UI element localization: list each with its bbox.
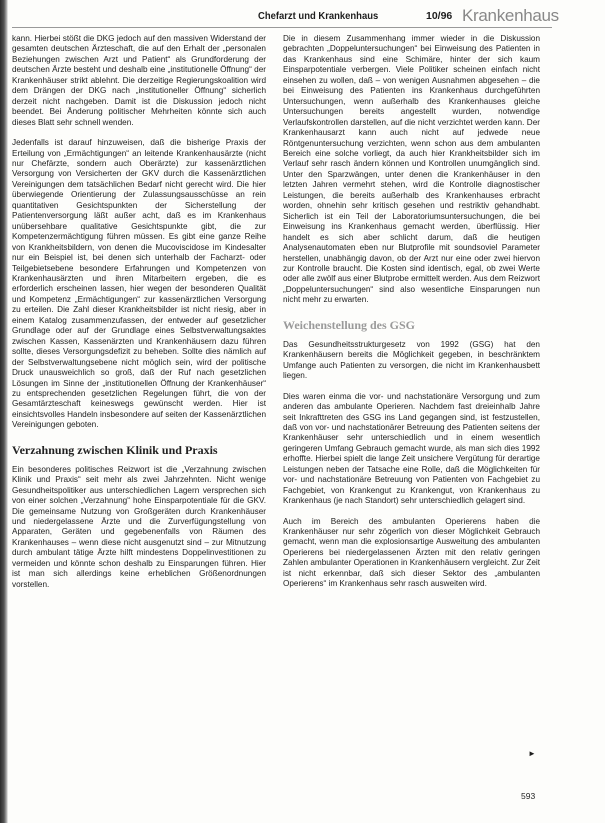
continue-arrow-icon: ► <box>528 749 536 758</box>
header-title: Chefarzt und Krankenhaus <box>258 10 379 22</box>
paragraph: Die in diesem Zusammenhang immer wieder in die Diskussion gebrachten „Doppeluntersuchungen“ bei Einweisung des Patienten in das Krankenhaus sind eine Schimäre, hinter der sich kaum Einsparpotentiale verbergen. Viele Politiker scheinen einfach nicht einsehen zu wollen, daß – von wenigen Ausnahmen abgesehen – die bei Einweisung des Patienten ins Krankenhaus durchgeführten Untersuchungen, wenn außerhalb des Krankenhauses gleiche Untersuchungen bereits angestellt wurden, notwendige Verlaufskontrollen darstellen, auf die nicht verzichtet werden kann. Der Krankenhausarzt kann auch nicht auf jedwede neue Röntgenuntersuchung verzichten, wenn schon aus dem ambulanten Bereich eine solche vorliegt, da auch hier Krankheitsbilder sich im Verlauf sehr rasch ändern können und Kontrollen unumgänglich sind. Unter den Sparzwängen, unter denen die Krankenhäuser in den letzten Jahren vermehrt stehen, wird die Kontrolle diagnostischer Leistungen, die bereits außerhalb des Krankenhauses erbracht worden, ohnehin sehr kritisch gesehen und restriktiv gehandhabt. Sicherlich ist ein Teil der Laboratoriumsuntersuchungen, die bei Einweisung ins Krankenhaus gemacht werden, überflüssig. Hier handelt es sich aber schlicht darum, daß die heutigen Analysenautomaten eben nur Blutprofile mit soundsoviel Parameter herstellen, unabhängig davon, ob der Arzt nur eine oder zwei hiervon zur Kontrolle braucht. Die Kosten sind identisch, egal, ob zwei Werte oder alle zwölf aus einer Blutprobe ermittelt werden. Aus dem Reizwort „Doppeluntersuchungen“ sind also wesentliche Einsparungen nun nicht mehr zu erwarten. <box>283 34 540 305</box>
paragraph: Das Gesundheitsstrukturgesetz von 1992 (GSG) hat den Krankenhäusern bereits die Möglichkeit gegeben, in beschränktem Umfange auch Patienten zu versorgen, die nicht im Krankenhausbett liegen. <box>283 339 540 381</box>
section-heading: Weichenstellung des GSG <box>283 317 416 332</box>
header-brand-logo: Krankenhaus <box>462 6 559 25</box>
right-column <box>283 34 540 600</box>
section-heading: Verzahnung zwischen Klinik und Praxis <box>12 442 218 457</box>
paragraph: Jedenfalls ist darauf hinzuweisen, daß die bisherige Praxis der Erteilung von „Ermächtigungen“ an leitende Krankenhausärzte (nicht nur Chefärzte, sondern auch Oberärzte) zur kassenärztlichen Versorgung von Versicherten der GKV durch die Kassenärztlichen Vereinigungen dem tatsächlichen Bedarf nicht gerecht wird. Die hier überwiegende Orientierung der Zulassungsausschüsse an rein quantitativen Gesichtspunkten der Sicherstellung der Patientenversorgung läßt außer acht, daß es im Krankenhaus unübersehbare qualitative Gesichtspunkte gibt, die zur Kompetenzermächtigung führen müssen. Es gibt eine ganze Reihe von Krankheitsbildern, von denen die Mucoviscidose im Kindesalter nur ein Beispiel ist, bei denen sich unterhalb der Facharzt- oder Teilgebietsebene besondere Erfahrungen und Kompetenzen von Krankenhausärzten und ihren Mitarbeitern ergeben, die es erforderlich erscheinen lassen, hier wegen der besonderen Qualität und Kompetenz „Ermächtigungen“ zur kassenärztlichen Versorgung zu erteilen. Die Zahl dieser Krankheitsbilder ist nicht riesig, aber in einem Katalog zusammenzufassen, der entweder auf gesetzlicher Grundlage oder auf der Grundlage eines Selbstverwaltungsaktes zwischen Kassen, Kassenärzten und Krankenhäusern dazu führen sollte, dieses Versorgungsdefizit zu beheben. Sollte dies nämlich auf der Selbstverwaltungsebene nicht möglich sein, wird der politische Druck unausweichlich so groß, daß der Ruf nach gesetzlichen Lösungen im Sinne der „institutionellen Öffnung der Krankenhäuser“ zu entsprechenden gesetzlichen Regelungen führt, die von der Gesamtärzteschaft keineswegs gewünscht werden. Hier ist einsichtsvolles Handeln insbesondere auf seiten der Kassenärztlichen Vereinigungen geboten. <box>12 138 266 430</box>
paragraph: kann. Hierbei stößt die DKG jedoch auf den massiven Widerstand der gesamten deutschen Ärzteschaft, die auf den Erhalt der „personalen Beziehungen zwischen Arzt und Patient“ als Grundforderung der deutschen Ärzte besteht und deshalb eine „institutionelle Öffnung“ der Krankenhäuser strikt ablehnt. Die derzeitige Regierungskoalition wird dem Drängen der DKG nach „institutioneller Öffnung“ sicherlich derzeit nicht nachgeben. Damit ist die Diskussion jedoch nicht beendet. Bei Änderung politischer Mehrheiten könnte sich auch dieses Blatt sehr schnell wenden. <box>12 34 266 127</box>
paragraph: Dies waren einma die vor- und nachstationäre Versorgung und zum anderen das ambulante Operieren. Nachdem fast dreieinhalb Jahre seit Inkrafttreten des GSG ins Land gegangen sind, ist festzustellen, daß von vor- und nachstationärer Betreuung des Patienten seitens der Krankenhäuser sehr unterschiedlich und in einem wesentlich geringeren Umfang Gebrauch gemacht wurde, als man sich dies 1992 erhoffte. Hierbei spielt die lange Zeit unsichere Vergütung für derartige Leistungen neben der Tatsache eine Rolle, daß die Möglichkeiten für vor- und nachstationäre Betreuung von Patienten von Fachgebiet zu Fachgebiet, von Krankengut zu Krankengut, von Krankenhaus zu Krankenhaus (je nach Standort) sehr unterschiedlich gelagert sind. <box>283 391 540 506</box>
paragraph: Ein besonderes politisches Reizwort ist die „Verzahnung zwischen Klinik und Praxis“ seit mehr als zwei Jahrzehnten. Nicht wenige Gesundheitspolitiker aus unterschiedlichen Lagern versprechen sich von einer solchen „Verzahnung“ hohe Einsparpotentiale für die GKV. Die gemeinsame Nutzung von Großgeräten durch Krankenhäuser und niedergelassene Ärzte und die Zurverfügungstellung von Apparaten, Geräten und gegebenenfalls von Räumen des Krankenhauses – wenn diese nicht ausgenutzt sind – zur Mitnutzung durch ambulant tätige Ärzte hilft mindestens Doppelinvestitionen zu vermeiden und könnte schon deshalb zu Einsparungen führen. Hier ist man sich allerdings keine erheblichen Größenordnungen vorstellen. <box>12 464 266 589</box>
running-header <box>240 6 580 26</box>
header-rule <box>12 27 552 28</box>
paragraph: Auch im Bereich des ambulanten Operierens haben die Krankenhäuser nur sehr zögerlich von dieser Möglichkeit Gebrauch gemacht, wenn man die explosionsartige Ausweitung des ambulanten Operierens bei niedergelassenen Ärzten mit den relativ geringen Zahlen ambulanter Operationen in Krankenhäusern vergleicht. Zur Zeit ist nicht erkennbar, daß sich dieser Sektor des „ambulanten Operierens“ im Krankenhaus sehr rasch ausweiten wird. <box>283 516 540 589</box>
page-number: 593 <box>521 791 536 801</box>
binding-shadow <box>0 0 8 823</box>
left-column <box>12 34 266 600</box>
header-issue: 10/96 <box>426 10 453 22</box>
